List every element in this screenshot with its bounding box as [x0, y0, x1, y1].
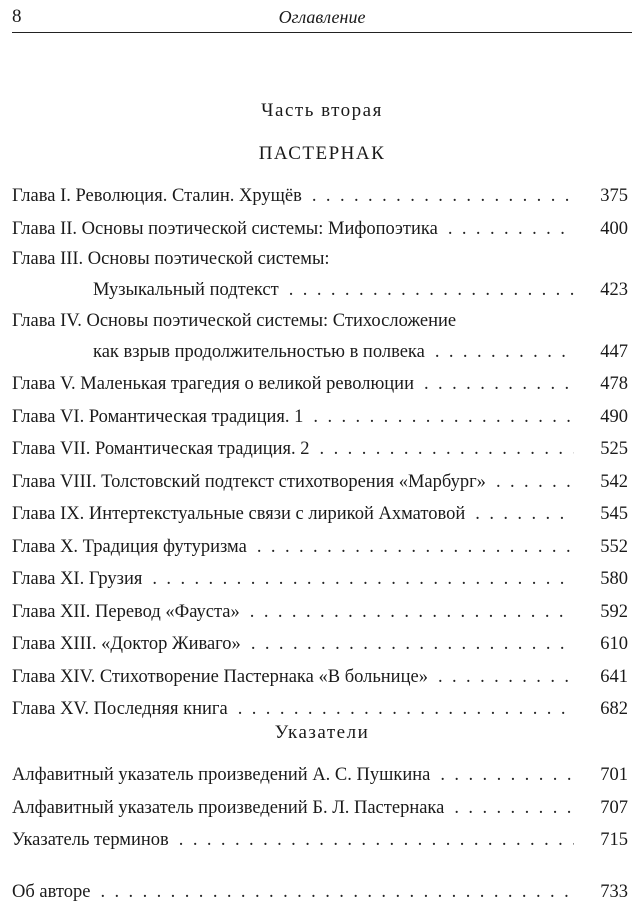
toc-entry-title: Алфавитный указатель произведений А. С. Пушкина [12, 765, 431, 785]
toc-entry-page: 707 [600, 797, 628, 818]
indexes-title: Указатели [274, 722, 370, 743]
toc-entry-title: Музыкальный подтекст [93, 280, 279, 300]
toc-entry-title: Об авторе [12, 882, 91, 902]
dot-leader [152, 563, 574, 596]
toc-entry-title: Алфавитный указатель произведений Б. Л. Пастернака [12, 797, 445, 818]
toc-entry-page: 592 [600, 601, 628, 622]
toc-entry-page: 447 [600, 341, 628, 362]
toc-entry[interactable] [12, 368, 628, 401]
dot-leader [435, 336, 574, 369]
toc-entry-title: Глава XI. Грузия [12, 569, 143, 589]
running-header [12, 4, 632, 33]
chapter-list [12, 180, 628, 726]
dot-leader [448, 213, 574, 246]
dot-leader [289, 274, 574, 307]
toc-entry[interactable] [12, 824, 628, 857]
toc-entry-page: 552 [600, 536, 628, 557]
toc-entry-page: 400 [600, 218, 628, 239]
toc-entry-title: Указатель терминов [12, 830, 169, 850]
toc-entry-title: Глава IX. Интертекстуальные связи с лирикой Ахматовой [12, 504, 466, 524]
toc-entry-title: Глава V. Маленькая трагедия о великой революции [12, 374, 414, 394]
dot-leader [250, 596, 574, 629]
part-subtitle: ПАСТЕРНАК [258, 143, 386, 164]
toc-entry[interactable] [12, 596, 628, 629]
toc-entry-page: 701 [600, 765, 628, 785]
toc-entry-page: 423 [600, 280, 628, 300]
index-list [12, 759, 628, 857]
toc-entry-page: 610 [600, 634, 628, 654]
dot-leader [424, 368, 574, 401]
part-title: Часть вторая [261, 100, 383, 121]
toc-entry-title: Глава XIII. «Доктор Живаго» [12, 634, 241, 654]
dot-leader [496, 466, 574, 499]
toc-entry[interactable] [12, 531, 628, 564]
toc-entry[interactable] [12, 563, 628, 596]
toc-entry-title: как взрыв продолжительностью в полвека [93, 341, 425, 362]
toc-entry-title: Глава XIV. Стихотворение Пастернака «В больнице» [12, 666, 428, 687]
toc-entry-title: Глава XII. Перевод «Фауста» [12, 601, 240, 622]
toc-entry-title: Глава VIII. Толстовский подтекст стихотворения «Марбург» [12, 471, 486, 492]
about-list [12, 876, 628, 909]
toc-entry[interactable] [12, 180, 628, 213]
toc-entry[interactable] [12, 307, 628, 369]
toc-entry[interactable] [12, 792, 628, 825]
toc-entry[interactable] [12, 693, 628, 726]
toc-entry-page: 580 [600, 569, 628, 589]
toc-entry-title-line: Глава IV. Основы поэтической системы: Стихосложение [12, 310, 457, 331]
dot-leader [179, 824, 574, 857]
toc-entry-title: Глава I. Революция. Сталин. Хрущёв [12, 186, 302, 206]
toc-entry[interactable] [12, 213, 628, 246]
dot-leader [238, 693, 574, 726]
toc-entry-page: 682 [600, 699, 628, 719]
dot-leader [251, 628, 574, 661]
toc-entry-title-line: Глава III. Основы поэтической системы: [12, 249, 330, 269]
toc-entry[interactable] [12, 245, 628, 307]
dot-leader [320, 433, 574, 466]
toc-entry-title: Глава II. Основы поэтической системы: Мифопоэтика [12, 218, 438, 239]
toc-entry[interactable] [12, 876, 628, 909]
toc-entry-page: 733 [600, 882, 628, 902]
toc-entry-page: 641 [600, 666, 628, 687]
toc-entry[interactable] [12, 401, 628, 434]
toc-entry-page: 490 [600, 406, 628, 427]
toc-entry-page: 715 [600, 830, 628, 850]
toc-entry[interactable] [12, 498, 628, 531]
toc-entry[interactable] [12, 661, 628, 694]
dot-leader [312, 180, 574, 213]
toc-entry[interactable] [12, 466, 628, 499]
dot-leader [438, 661, 574, 694]
toc-entry-title: Глава X. Традиция футуризма [12, 536, 247, 557]
dot-leader [100, 876, 574, 909]
dot-leader [454, 792, 574, 825]
toc-entry-title: Глава VI. Романтическая традиция. 1 [12, 406, 304, 427]
dot-leader [440, 759, 574, 792]
dot-leader [475, 498, 574, 531]
toc-entry-page: 478 [600, 374, 628, 394]
toc-entry-title: Глава VII. Романтическая традиция. 2 [12, 439, 310, 459]
toc-entry-page: 375 [600, 186, 628, 206]
page-number: 8 [12, 6, 22, 27]
toc-entry-page: 545 [600, 504, 628, 524]
toc-entry-page: 525 [600, 439, 628, 459]
running-title: Оглавление [278, 7, 366, 27]
toc-entry[interactable] [12, 628, 628, 661]
toc-entry[interactable] [12, 759, 628, 792]
dot-leader [313, 401, 574, 434]
dot-leader [257, 531, 574, 564]
toc-entry-title: Глава XV. Последняя книга [12, 699, 228, 719]
toc-entry-page: 542 [600, 471, 628, 492]
toc-entry[interactable] [12, 433, 628, 466]
